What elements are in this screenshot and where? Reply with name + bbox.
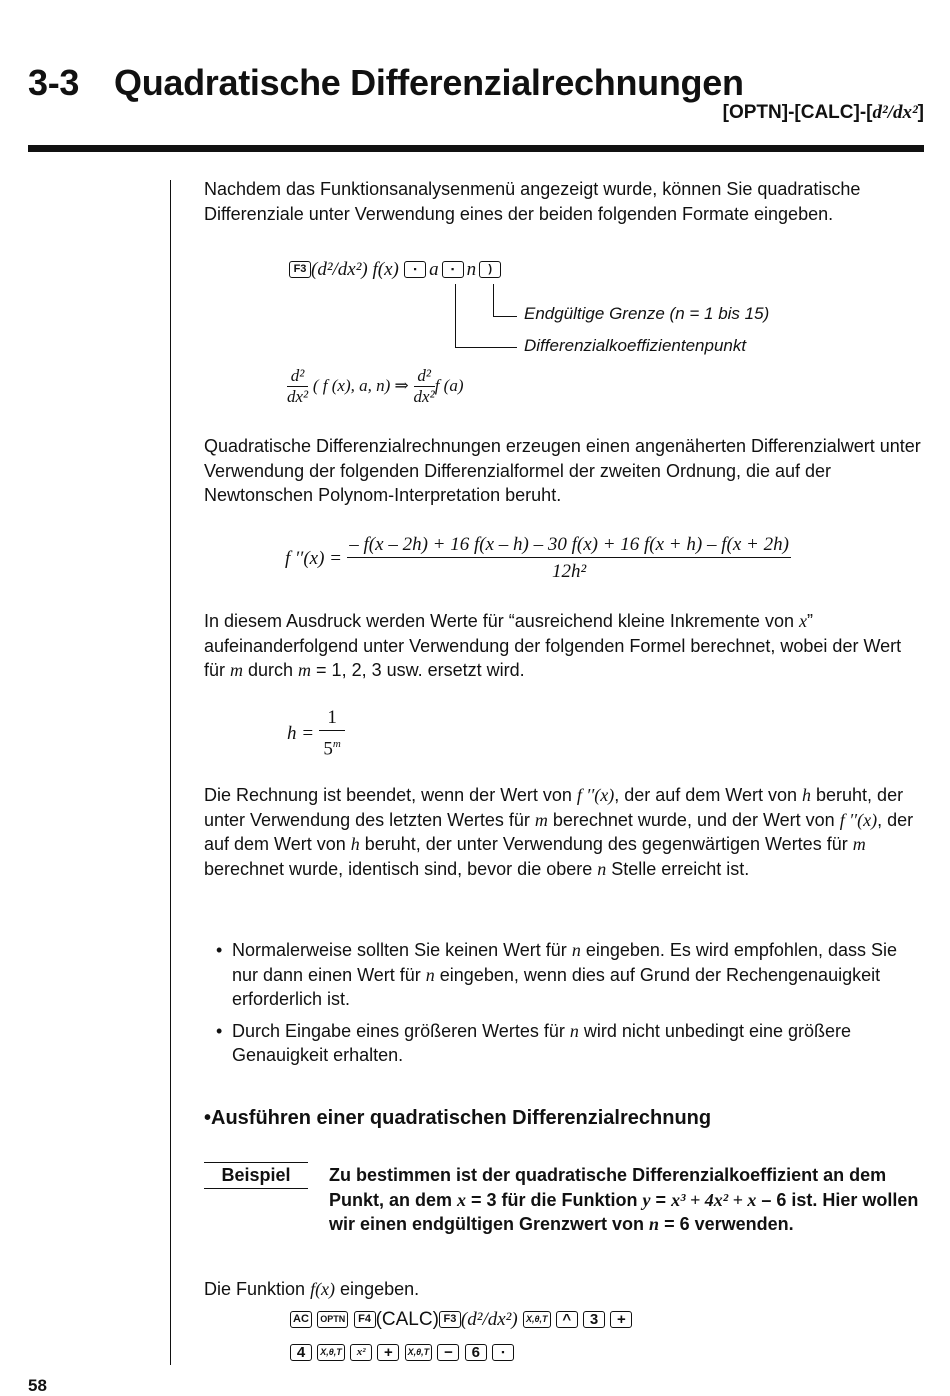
ex-y: y xyxy=(642,1189,651,1210)
formula-3-den: 5 xyxy=(323,738,333,760)
ex-c: = xyxy=(650,1189,672,1210)
comma-key-2: ▪ xyxy=(442,261,464,278)
p4-h: Stelle erreicht ist. xyxy=(606,858,750,879)
plus-key-2: + xyxy=(377,1344,399,1361)
optn-key: OPTN xyxy=(317,1311,348,1328)
p3-m1: m xyxy=(230,660,244,681)
plus-key: + xyxy=(610,1311,632,1328)
formula-1-den: dx² xyxy=(287,387,309,406)
margin-line xyxy=(170,180,171,1365)
formula-1-frac xyxy=(287,366,308,407)
minus-key: − xyxy=(437,1344,459,1361)
b1-b: eingeben. Es wird empfohlen, dass Sie nur dann einen Wert für xyxy=(232,940,897,985)
p4-g: berechnet wurde, identisch sind, bevor die obere xyxy=(204,858,598,879)
p4-m1: m xyxy=(534,809,548,830)
p3-b: ” aufeinanderfolgend unter Verwendung der folgenden Formel berechnet, wobei der Wert für xyxy=(204,611,902,681)
formula-2-denominator: 12h² xyxy=(551,561,587,582)
formula-1-frac-2 xyxy=(414,366,435,407)
input-instruction xyxy=(204,1277,926,1302)
key-path-text: [OPTN]-[CALC]-[ xyxy=(722,102,873,123)
f3-key: F3 xyxy=(289,261,311,278)
key-sequence-row-1 xyxy=(290,1309,632,1331)
in-a: Die Funktion xyxy=(204,1279,311,1299)
xthetat-key-2: X,θ,T xyxy=(317,1344,345,1361)
in-fx: f(x) xyxy=(310,1279,336,1299)
bullet-item-2 xyxy=(204,1019,916,1068)
p3-c: durch xyxy=(243,660,299,681)
p4-f: beruht, der unter Verwendung des gegenwärtigen Wertes für xyxy=(359,834,853,855)
section-title: Quadratische Differenzialrechnungen xyxy=(114,62,744,103)
annotation-n: Endgültige Grenze (n = 1 bis 15) xyxy=(524,304,770,323)
paragraph-2: Quadratische Differenzialrechnungen erzeugen einen angenäherten Differenzialwert unter Verwendung der folgenden Differenzialformel der zweiten Ordnung, die auf der Newtonschen Polynom-Interpretation beruht. xyxy=(204,436,921,506)
p4-h2: h xyxy=(350,834,360,855)
p4-c: beruht, der unter Verwendung des letzten Wertes für xyxy=(204,785,904,830)
caret-key: ^ xyxy=(556,1311,578,1328)
bullet-item-1 xyxy=(204,938,916,1012)
b1-v2: n xyxy=(425,964,435,985)
f4-key: F4 xyxy=(354,1311,376,1328)
b1-v1: n xyxy=(571,940,581,960)
paragraph-3 xyxy=(204,609,926,683)
p3-d: = 1, 2, 3 usw. ersetzt wird. xyxy=(311,660,525,681)
ex-expr: x³ + 4x² + x xyxy=(671,1189,757,1210)
formula-3 xyxy=(287,706,345,762)
close-paren-key: ) xyxy=(479,261,501,278)
formula-1-result: f (a) xyxy=(434,375,464,395)
x-squared-key: x² xyxy=(350,1344,372,1361)
p4-n: n xyxy=(597,858,607,879)
formula-1-den-2: dx² xyxy=(413,387,435,406)
comma-key: ▪ xyxy=(404,261,426,278)
formula-3-frac xyxy=(319,706,345,762)
formula-2-numerator: – f(x – 2h) + 16 f(x – h) – 30 f(x) + 16 f(x + h) – f(x + 2h) xyxy=(347,532,791,558)
b1-c: eingeben, wenn dies auf Grund der Rechengenauigkeit erforderlich ist. xyxy=(232,964,881,1010)
b2-a: Durch Eingabe eines größeren Wertes für xyxy=(232,1020,570,1041)
ex-x: x xyxy=(457,1189,467,1210)
key-path-func: d²/dx² xyxy=(872,102,918,123)
ac-key: AC xyxy=(290,1311,312,1328)
key-sequence-row-2 xyxy=(290,1342,514,1364)
formula-1-num: d² xyxy=(287,366,308,387)
page-number: 58 xyxy=(28,1376,47,1395)
in-b: eingeben. xyxy=(335,1279,420,1299)
formula-2-lhs: f ′′(x) = xyxy=(285,548,342,569)
p4-a: Die Rechnung ist beendet, wenn der Wert von xyxy=(204,785,577,805)
d2dx2-label: (d²/dx²) xyxy=(460,1309,518,1330)
p4-m2: m xyxy=(852,834,866,855)
p4-b: , der auf dem Wert von xyxy=(614,785,803,805)
three-key: 3 xyxy=(583,1311,605,1328)
page-title xyxy=(28,62,744,104)
p3-m2: m xyxy=(298,660,312,681)
xthetat-key-3: X,θ,T xyxy=(405,1344,433,1361)
key-path xyxy=(723,102,924,124)
p3-x: x xyxy=(798,611,807,631)
syntax-var-n: n xyxy=(466,259,477,280)
formula-3-den-wrap xyxy=(319,731,345,762)
annotation-line-n xyxy=(493,284,494,317)
syntax-line xyxy=(289,259,501,281)
calc-label: (CALC) xyxy=(375,1309,439,1330)
ex-a: Zu bestimmen ist der quadratische Differenzialkoeffizient an dem Punkt, an dem xyxy=(329,1165,887,1210)
ex-n: n xyxy=(649,1214,660,1235)
formula-3-den-exp: m xyxy=(332,738,341,750)
p4-h1: h xyxy=(802,785,812,805)
ex-b: = 3 für die Funktion xyxy=(466,1189,643,1210)
header-rule xyxy=(28,145,924,152)
formula-1-args: ( f (x), a, n) ⇒ xyxy=(312,375,409,395)
intro-paragraph: Nachdem das Funktionsanalysenmenü angezeigt wurde, können Sie quadratische Differenziale unter Verwendung eines der beiden folgenden Formate eingeben. xyxy=(204,179,861,224)
annotation-line-n-h xyxy=(493,316,517,317)
p4-f2: f ′′(x) xyxy=(839,809,878,830)
syntax-var-a: a xyxy=(429,259,439,280)
annotation-a: Differenzialkoeffizientenpunkt xyxy=(524,336,747,355)
annotation-line-a-h xyxy=(455,347,517,348)
p4-e: , der auf dem Wert von xyxy=(204,809,914,855)
six-key: 6 xyxy=(465,1344,487,1361)
ex-d: – 6 ist. Hier wollen wir einen endgültigen Grenzwert von xyxy=(329,1189,919,1235)
bullet-list xyxy=(204,938,916,1075)
formula-3-lhs: h = xyxy=(287,723,315,745)
formula-1 xyxy=(287,366,464,407)
comma-key-3: ▪ xyxy=(492,1344,514,1361)
example-label: Beispiel xyxy=(204,1162,308,1189)
section-number: 3-3 xyxy=(28,62,80,103)
key-path-end: ] xyxy=(917,102,924,123)
paragraph-4 xyxy=(204,783,926,881)
example-text xyxy=(329,1163,929,1237)
four-key: 4 xyxy=(290,1344,312,1361)
formula-1-num-2: d² xyxy=(414,366,435,387)
p4-d: berechnet wurde, und der Wert von xyxy=(547,809,840,830)
formula-3-num: 1 xyxy=(319,706,345,731)
formula-2-frac xyxy=(347,532,791,586)
b2-b: wird nicht unbedingt eine größere Genauigkeit erhalten. xyxy=(232,1020,852,1066)
f3-key-2: F3 xyxy=(439,1311,461,1328)
p3-a: In diesem Ausdruck werden Werte für “ausreichend kleine Inkremente von xyxy=(204,611,799,631)
annotation-line-a xyxy=(455,284,456,348)
p4-f1: f ′′(x) xyxy=(576,785,615,805)
xthetat-key: X,θ,T xyxy=(523,1311,551,1328)
b2-v1: n xyxy=(569,1020,579,1041)
b1-a: Normalerweise sollten Sie keinen Wert für xyxy=(232,940,572,960)
formula-2 xyxy=(285,532,791,586)
syntax-expr: (d²/dx²) f(x) xyxy=(311,259,399,280)
ex-e: = 6 verwenden. xyxy=(659,1214,794,1235)
subheading: •Ausführen einer quadratischen Differenzialrechnung xyxy=(204,1107,712,1129)
